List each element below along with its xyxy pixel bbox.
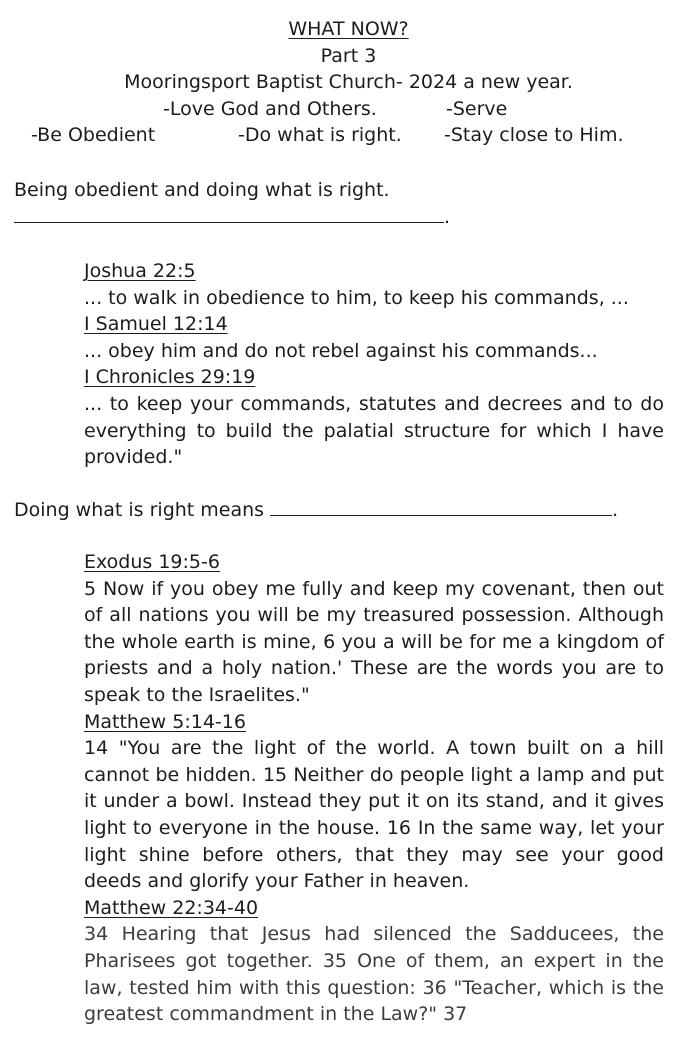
fill-in-blank-1[interactable] [14,204,444,223]
theme-row-1 [0,96,697,123]
scripture-text: 5 Now if you obey me fully and keep my covenant, then out of all nations you will be my treasured possession. Although the whole earth is mine, 6 you a will be for me a kingdom of priests and a holy nation.' These are the words you are to speak to the Israelites." [84,577,664,706]
section1-blank-line [14,204,450,230]
scripture-reference: Matthew 5:14-16 [84,710,246,733]
section2-prompt: Doing what is right means [14,499,265,521]
theme-row-2 [0,122,697,149]
theme-close: -Stay close to Him. [444,124,624,146]
section1-heading: Being obedient and doing what is right. [14,179,390,201]
blank-period-2: . [612,499,619,521]
page-title: WHAT NOW? [288,18,409,40]
scripture-text: ... to keep your commands, statutes and decrees and to do everything to build the palatial structure for which I have provided." [84,392,664,469]
scripture-reference: I Chronicles 29:19 [84,366,256,389]
scripture-reference: Exodus 19:5-6 [84,551,220,573]
fill-in-blank-2[interactable] [270,497,612,516]
blank-period-1: . [444,206,451,228]
theme-obedient: -Be Obedient [31,124,156,146]
part-label: Part 3 [320,44,377,67]
scripture-text: 14 "You are the light of the world. A town built on a hill cannot be hidden. 15 Neither do people light a lamp and put it under a bowl. Instead they put it on its stand, and it gives light to everyone in the house. 16 In the same way, let your light shine before others, that they may see your good deeds and glorify your Father in heaven. [84,737,664,893]
scripture-reference: Matthew 22:34-40 [84,896,259,919]
section1-heading-line [14,177,390,203]
section2-references [84,549,664,1028]
theme-right: -Do what is right. [238,124,402,146]
scripture-text: 34 Hearing that Jesus had silenced the Sadducees, the Pharisees got together. 35 One of them, an expert in the law, tested him with this question: 36 "Teacher, which is the greatest commandment in the Law?" 37 [84,923,664,1026]
scripture-text: ... obey him and do not rebel against his commands... [84,339,598,362]
scripture-reference: Joshua 22:5 [84,260,196,282]
scripture-reference: I Samuel 12:14 [84,313,228,336]
theme-serve: -Serve [446,97,508,120]
page-header [0,16,697,149]
section2-prompt-line [14,497,618,523]
church-line: Mooringsport Baptist Church- 2024 a new year. [124,71,573,93]
theme-love: -Love God and Others. [163,97,377,120]
scripture-text: ... to walk in obedience to him, to keep his commands, ... [84,286,629,309]
section1-references [84,258,664,471]
